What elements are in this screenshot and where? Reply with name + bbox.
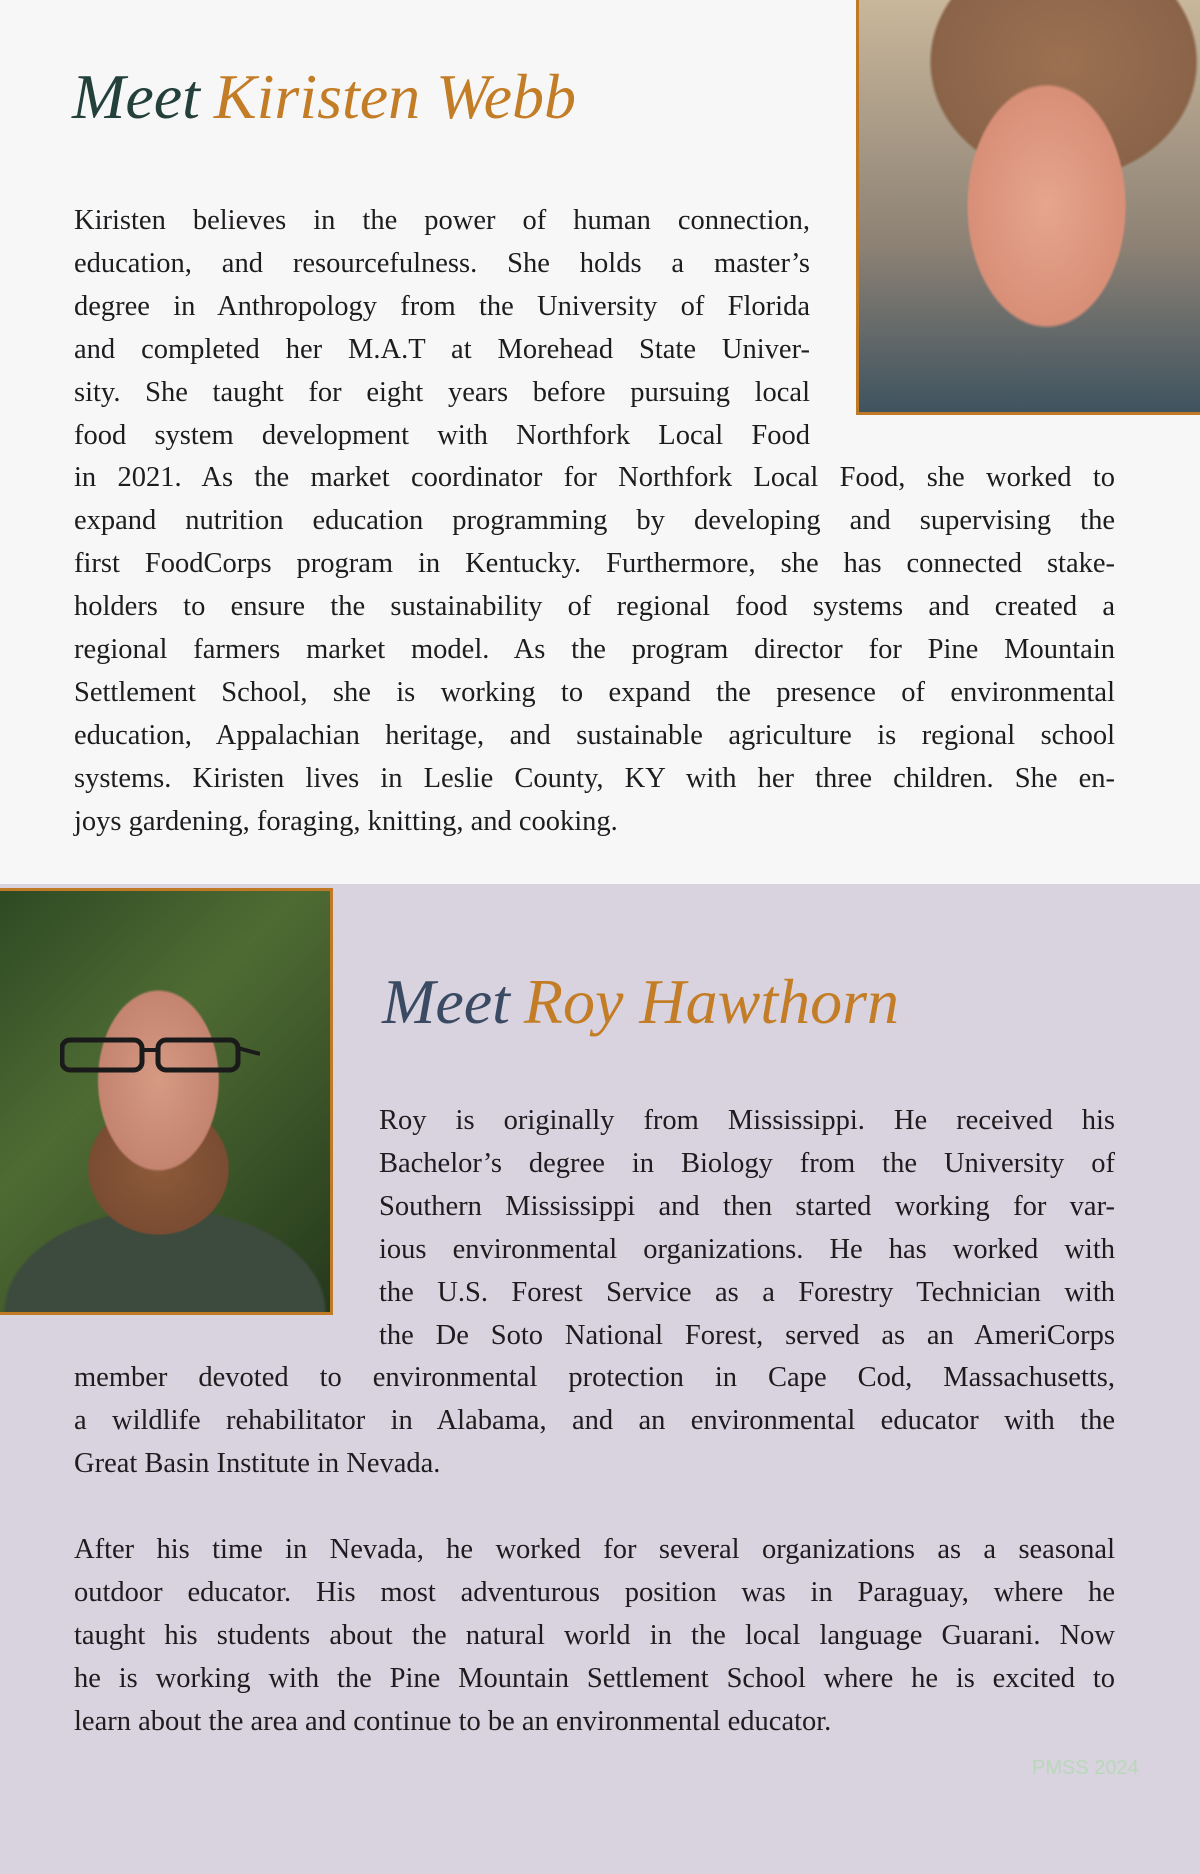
bio-line: joys gardening, foraging, knitting, and cooking. bbox=[74, 806, 618, 837]
bio-line: the De Soto National Forest, served as an AmeriCorps bbox=[379, 1320, 1115, 1351]
roy-bio-wide bbox=[74, 1356, 1115, 1485]
glasses-shape bbox=[60, 1036, 260, 1076]
bio-line: holders to ensure the sustainability of regional food systems and created a bbox=[74, 591, 1115, 622]
bio-line: Great Basin Institute in Nevada. bbox=[74, 1448, 441, 1479]
bio-line: degree in Anthropology from the University of Florida bbox=[74, 291, 810, 322]
bio-line: Southern Mississippi and then started working for var- bbox=[379, 1191, 1115, 1222]
title-name: Kiristen Webb bbox=[213, 61, 576, 132]
kiristen-bio-narrow bbox=[74, 199, 810, 457]
bio-line: Roy is originally from Mississippi. He received his bbox=[379, 1105, 1115, 1136]
roy-hawthorn-photo bbox=[0, 888, 333, 1315]
bio-line: the U.S. Forest Service as a Forestry Technician with bbox=[379, 1277, 1115, 1308]
bio-line: education, and resourcefulness. She holds a master’s bbox=[74, 248, 810, 279]
bio-line: regional farmers market model. As the program director for Pine Mountain bbox=[74, 634, 1115, 665]
roy-bio-narrow bbox=[379, 1099, 1115, 1357]
bio-line: and completed her M.A.T at Morehead State Univer- bbox=[74, 334, 810, 365]
title-meet: Meet bbox=[382, 966, 510, 1037]
kiristen-title bbox=[72, 60, 576, 134]
title-name: Roy Hawthorn bbox=[523, 966, 899, 1037]
bio-line: member devoted to environmental protection in Cape Cod, Massachusetts, bbox=[74, 1362, 1115, 1393]
bio-line: a wildlife rehabilitator in Alabama, and an environmental educator with the bbox=[74, 1405, 1115, 1436]
bio-line: expand nutrition education programming by developing and supervising the bbox=[74, 505, 1115, 536]
title-meet: Meet bbox=[72, 61, 200, 132]
bio-line: he is working with the Pine Mountain Settlement School where he is excited to bbox=[74, 1663, 1115, 1694]
bio-line: learn about the area and continue to be an environmental educator. bbox=[74, 1706, 832, 1737]
bio-line: sity. She taught for eight years before pursuing local bbox=[74, 377, 810, 408]
bio-line: in 2021. As the market coordinator for Northfork Local Food, she worked to bbox=[74, 462, 1115, 493]
kiristen-bio-wide bbox=[74, 456, 1115, 843]
bio-line: taught his students about the natural world in the local language Guarani. Now bbox=[74, 1620, 1115, 1651]
roy-title bbox=[382, 965, 899, 1039]
bio-line: education, Appalachian heritage, and sustainable agriculture is regional school bbox=[74, 720, 1115, 751]
watermark: PMSS 2024 bbox=[1032, 1757, 1139, 1779]
roy-bio-paragraph-2 bbox=[74, 1528, 1115, 1743]
bio-line: ious environmental organizations. He has worked with bbox=[379, 1234, 1115, 1265]
bio-line: outdoor educator. His most adventurous position was in Paraguay, where he bbox=[74, 1577, 1115, 1608]
bio-line: After his time in Nevada, he worked for several organizations as a seasonal bbox=[74, 1534, 1115, 1565]
bio-line: Kiristen believes in the power of human connection, bbox=[74, 205, 810, 236]
bio-line: Bachelor’s degree in Biology from the University of bbox=[379, 1148, 1115, 1179]
bio-line: systems. Kiristen lives in Leslie County, KY with her three children. She en- bbox=[74, 763, 1115, 794]
bio-line: first FoodCorps program in Kentucky. Furthermore, she has connected stake- bbox=[74, 548, 1115, 579]
kiristen-webb-photo bbox=[856, 0, 1200, 415]
bio-line: Settlement School, she is working to expand the presence of environmental bbox=[74, 677, 1115, 708]
bio-line: food system development with Northfork Local Food bbox=[74, 420, 810, 451]
